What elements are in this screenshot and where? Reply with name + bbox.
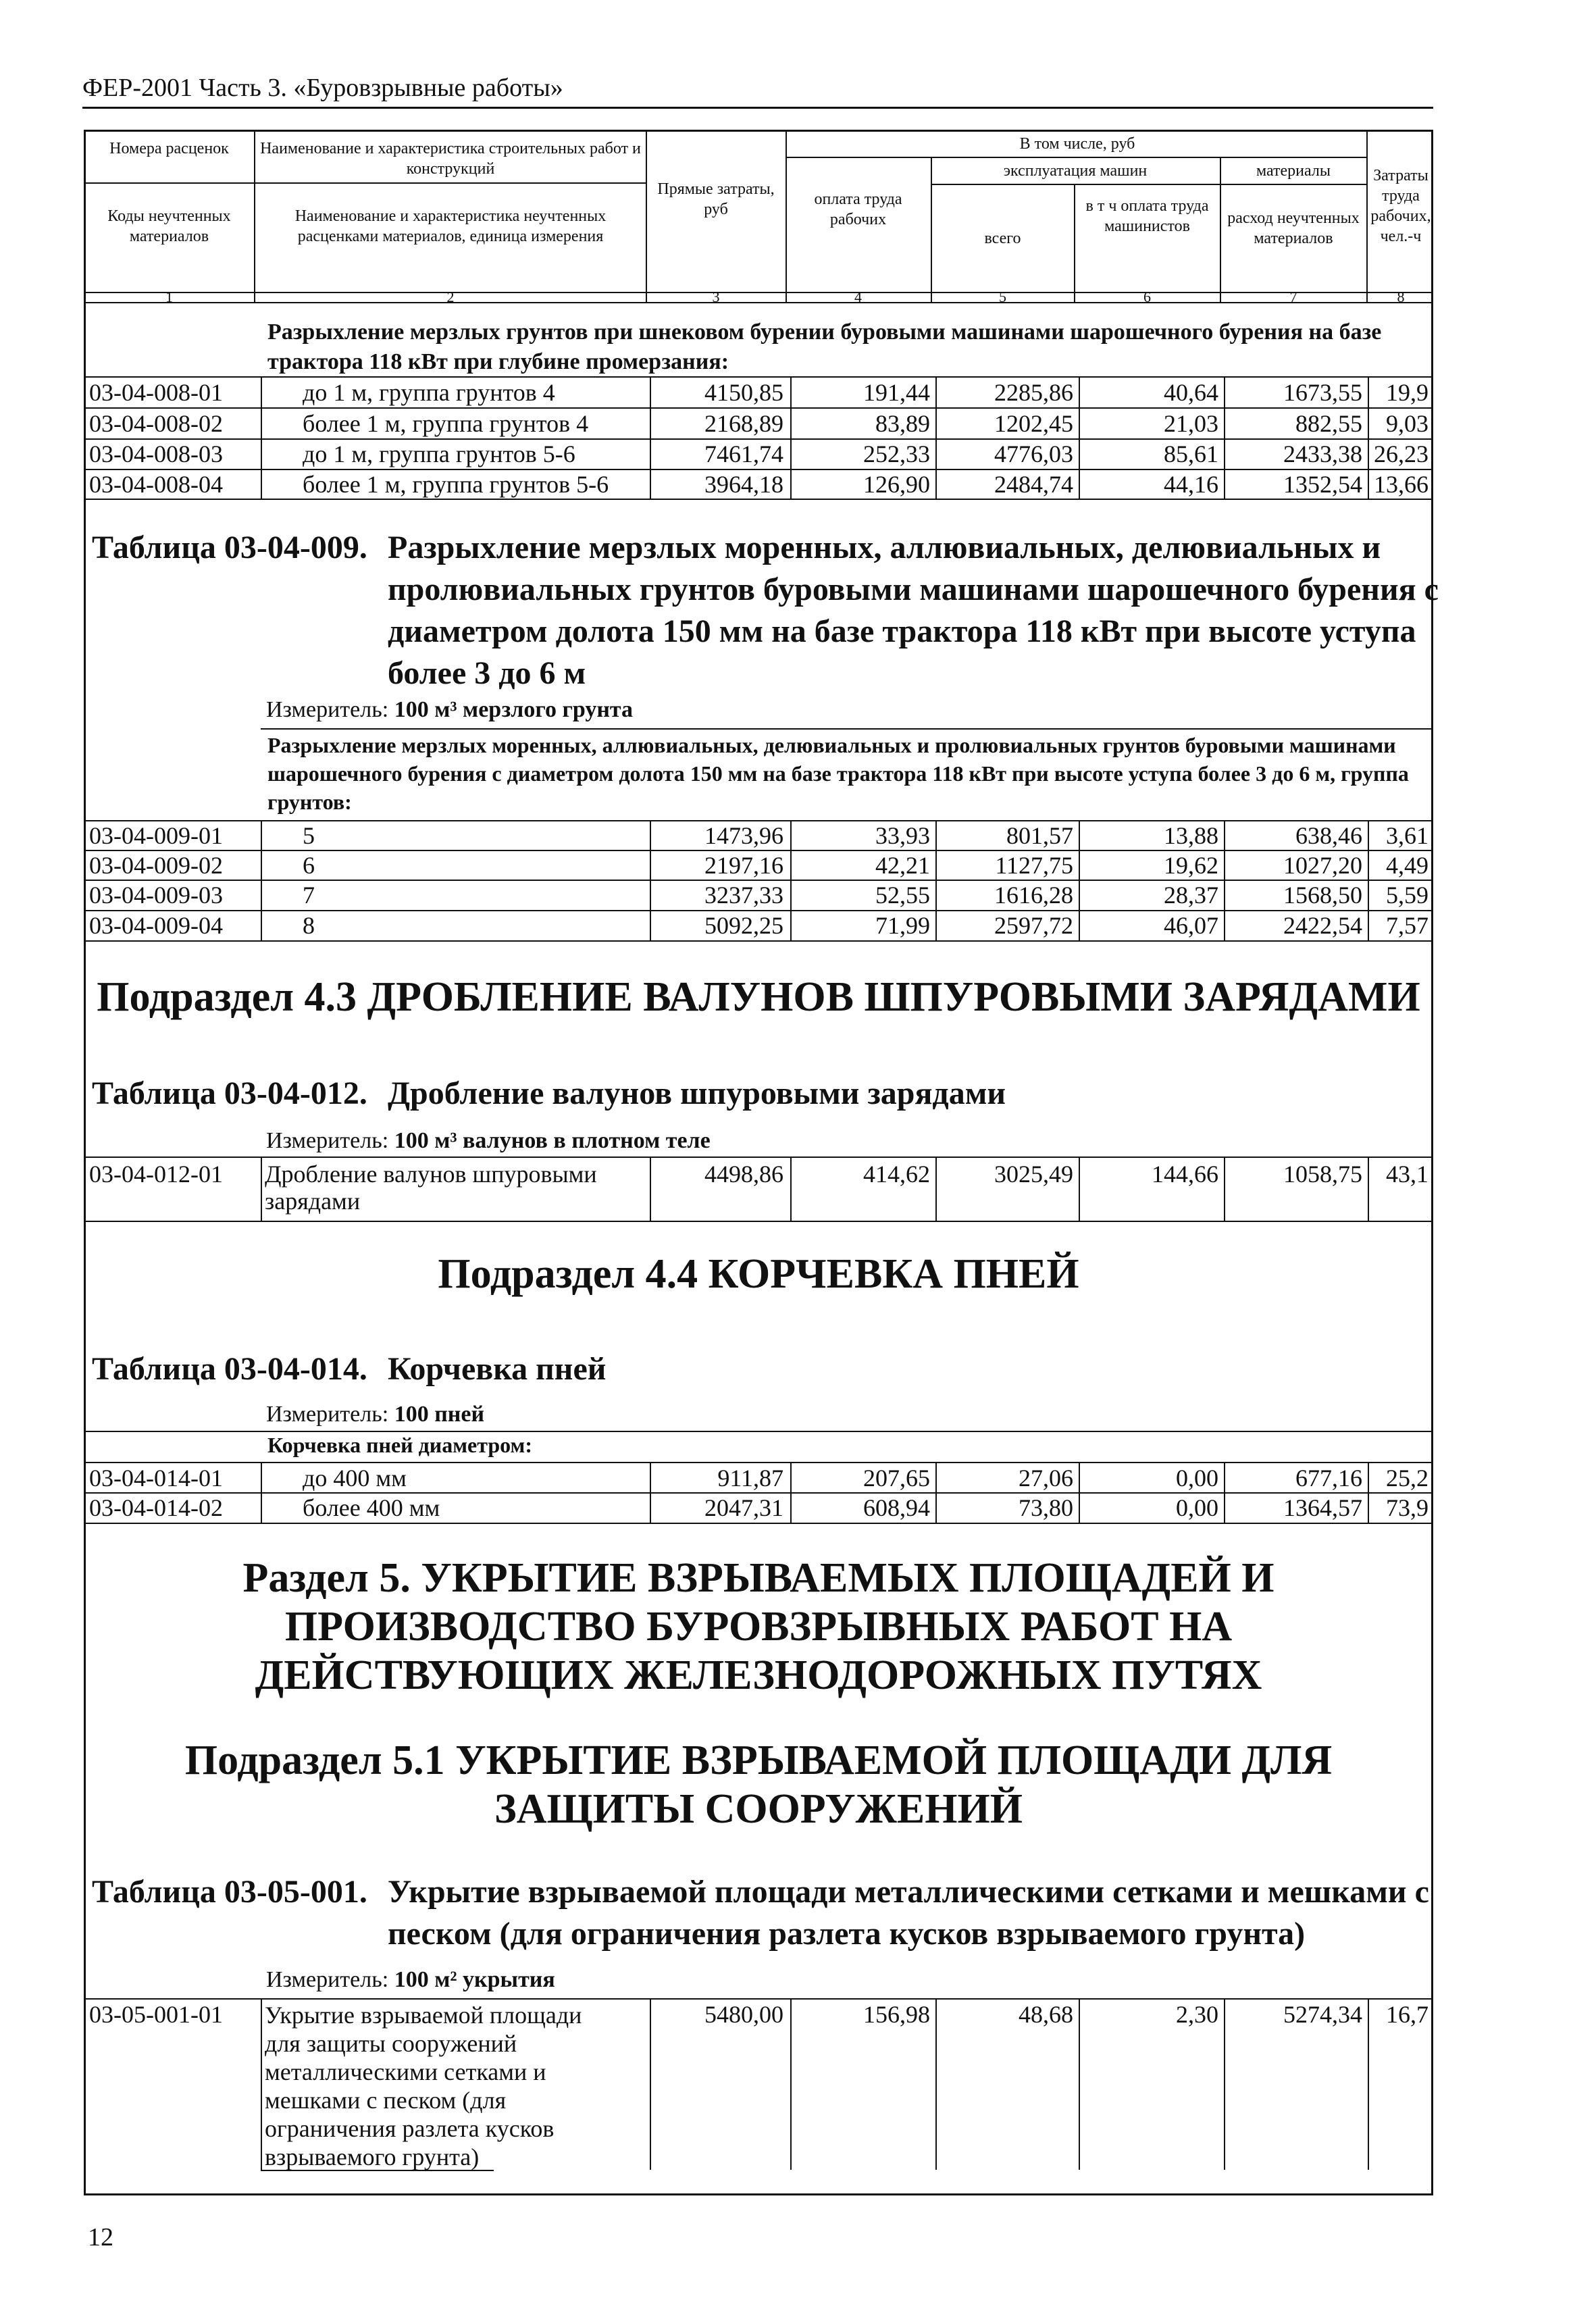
table-label: Таблица 03-04-014. xyxy=(92,1351,367,1387)
section-heading: Подраздел 4.4 КОРЧЕВКА ПНЕЙ xyxy=(438,1251,1079,1297)
section-heading: Подраздел 5.1 УКРЫТИЕ ВЗРЫВАЕМОЙ ПЛОЩАДИ ДЛЯ ЗАЩИТЫ СООРУЖЕНИЙ xyxy=(184,1737,1333,1832)
col-number: 4 xyxy=(854,288,862,305)
col1-top-header: Номера расценок xyxy=(109,140,229,157)
measure-unit: Измеритель: 100 м³ мерзлого грунта xyxy=(266,697,634,722)
table-title: Корчевка пней xyxy=(388,1351,607,1387)
page-header: ФЕР-2001 Часть 3. «Буровзрывные работы» xyxy=(82,74,563,102)
col-number: 5 xyxy=(999,288,1006,305)
machines-header: эксплуатация машин xyxy=(1003,162,1148,180)
materials-header: материалы xyxy=(1256,162,1331,180)
group-heading: Корчевка пней диаметром: xyxy=(267,1433,532,1457)
measure-unit: Измеритель: 100 пней xyxy=(266,1402,485,1427)
incl-header: В том числе, руб xyxy=(1019,135,1135,153)
col-number: 7 xyxy=(1289,288,1297,305)
col-number: 3 xyxy=(712,288,720,305)
table-title: Разрыхление мерзлых моренных, аллювиальных, делювиальных и пролювиальных грунтов буровыми машинами шарошечного бурения с диаметром долота 150 мм на базе трактора 118 кВт при высоте уступа более 3 до 6 м xyxy=(388,530,1439,691)
table-label: Таблица 03-04-009. xyxy=(92,530,367,565)
col-number: 1 xyxy=(165,288,173,305)
col2-top-header: Наименование и характеристика строительных работ и конструкций xyxy=(260,140,641,178)
measure-unit: Измеритель: 100 м³ валунов в плотном теле xyxy=(266,1128,711,1153)
table-title: Укрытие взрываемой площади металлическими сетками и мешками с песком (для ограничения разлета кусков взрываемого грунта) xyxy=(388,1874,1429,1952)
col1-bottom-header: Коды неучтенных материалов xyxy=(107,207,231,245)
table-label: Таблица 03-05-001. xyxy=(92,1874,367,1910)
group-heading: Разрыхление мерзлых моренных, аллювиальных, делювиальных и пролювиальных грунтов буровыми машинами шарошечного бурения с диаметром долота 150 мм на базе трактора 118 кВт при высоте уступа более 3 до 6 м, группа грунтов: xyxy=(267,733,1409,814)
col2-bottom-header: Наименование и характеристика неучтенных расценками материалов, единица измерения xyxy=(294,207,607,245)
materials-unaccounted-header: расход неучтенных материалов xyxy=(1227,209,1360,247)
col-number: 6 xyxy=(1143,288,1151,305)
page-number: 12 xyxy=(88,2223,113,2252)
col-number: 2 xyxy=(446,288,455,305)
col-number: 8 xyxy=(1397,288,1405,305)
section-heading: Подраздел 4.3 ДРОБЛЕНИЕ ВАЛУНОВ ШПУРОВЫМИ ЗАРЯДАМИ xyxy=(97,974,1420,1020)
section-heading: Раздел 5. УКРЫТИЕ ВЗРЫВАЕМЫХ ПЛОЩАДЕЙ И ПРОИЗВОДСТВО БУРОВЗРЫВНЫХ РАБОТ НА ДЕЙСТВУЮЩИХ ЖЕЛЕЗНОДОРОЖНЫХ ПУТЯХ xyxy=(242,1555,1275,1698)
machines-operator-header: в т ч оплата труда машинистов xyxy=(1085,197,1209,235)
group-heading: Разрыхление мерзлых грунтов при шнековом бурении буровыми машинами шарошечного бурения на базе трактора 118 кВт при глубине промерзания: xyxy=(267,320,1382,374)
machines-total-header: всего xyxy=(984,230,1021,247)
table-label: Таблица 03-04-012. xyxy=(92,1075,367,1111)
table-title: Дробление валунов шпуровыми зарядами xyxy=(388,1075,1006,1111)
labor-costs-header: Затраты труда рабочих, чел.-ч xyxy=(1370,167,1431,245)
header-rule xyxy=(82,107,1433,109)
labor-header: оплата труда рабочих xyxy=(814,190,902,228)
col3-header: Прямые затраты, руб xyxy=(657,180,775,218)
measure-unit: Измеритель: 100 м² укрытия xyxy=(266,1967,555,1992)
